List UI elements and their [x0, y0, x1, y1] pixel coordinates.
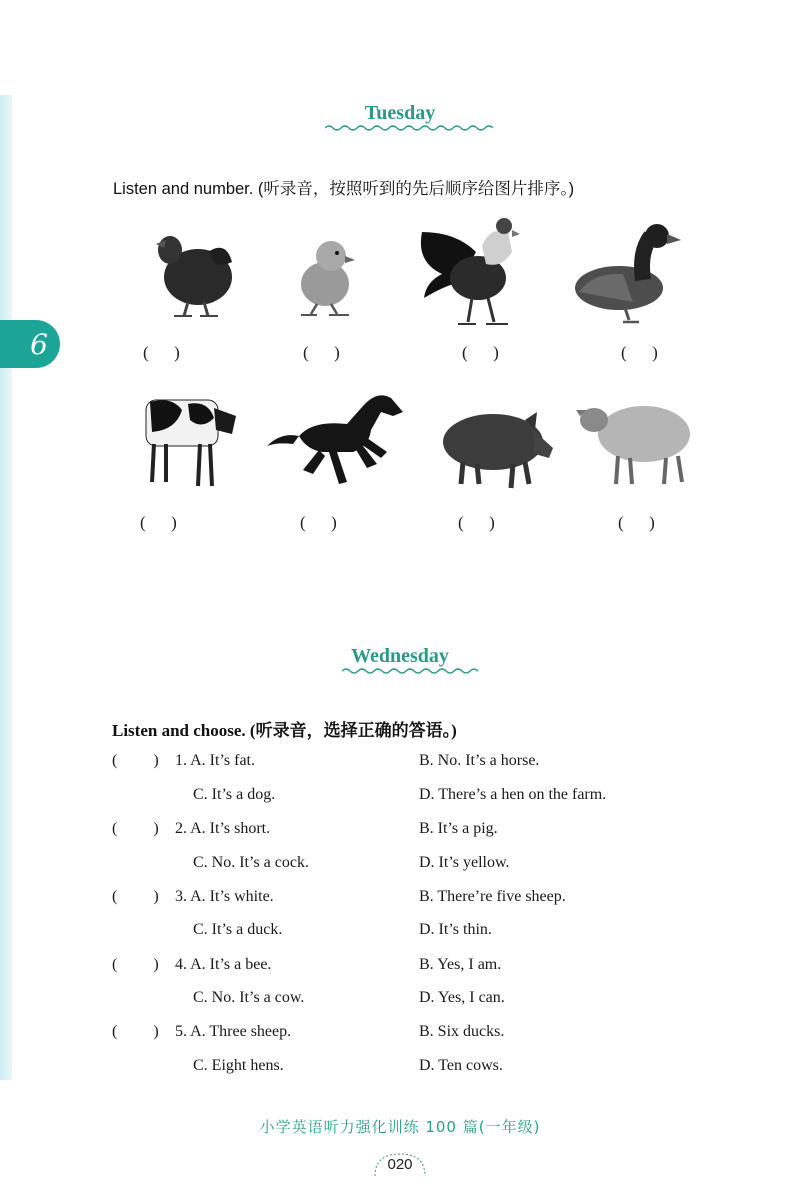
q2-option-c: C. No. It’s a cock. [193, 854, 309, 871]
q4-option-d: D. Yes, I can. [419, 989, 505, 1006]
horse-answer-blank[interactable]: ( ) [300, 513, 337, 532]
unit-number: 6 [30, 327, 48, 361]
tuesday-underline-wave [325, 124, 497, 132]
tuesday-title: Tuesday [364, 102, 436, 124]
q5-option-a: 5. A. Three sheep. [175, 1023, 292, 1040]
duck-picture [573, 222, 681, 326]
side-color-band [0, 95, 12, 1080]
pig-picture [441, 400, 557, 492]
q5-answer-blank[interactable]: ( ) [112, 1023, 159, 1040]
q3-option-c: C. It’s a duck. [193, 921, 283, 938]
page-number: 020 [387, 1156, 413, 1173]
cock-picture [416, 212, 520, 328]
q5-option-c: C. Eight hens. [193, 1057, 284, 1074]
q1-option-a: 1. A. It’s fat. [175, 752, 255, 769]
chick-answer-blank[interactable]: ( ) [303, 343, 340, 362]
q5-option-d: D. Ten cows. [419, 1057, 503, 1074]
q4-option-b: B. Yes, I am. [419, 956, 502, 973]
q1-option-d: D. There’s a hen on the farm. [419, 786, 607, 803]
wednesday-underline-wave [342, 667, 480, 675]
q5-option-b: B. Six ducks. [419, 1023, 505, 1040]
q4-answer-blank[interactable]: ( ) [112, 956, 159, 973]
cow-answer-blank[interactable]: ( ) [140, 513, 177, 532]
horse-picture [263, 386, 405, 494]
q1-option-b: B. No. It’s a horse. [419, 752, 540, 769]
q2-option-a: 2. A. It’s short. [175, 820, 271, 837]
q3-answer-blank[interactable]: ( ) [112, 888, 159, 905]
q4-option-c: C. No. It’s a cow. [193, 989, 305, 1006]
sheep-picture [574, 396, 694, 488]
q2-option-b: B. It’s a pig. [419, 820, 498, 837]
tuesday-instruction: Listen and number. (听录音，按照听到的先后顺序给图片排序。) [113, 180, 575, 198]
wednesday-instruction: Listen and choose. (听录音，选择正确的答语。) [112, 721, 457, 740]
sheep-answer-blank[interactable]: ( ) [618, 513, 655, 532]
q3-option-b: B. There’re five sheep. [419, 888, 566, 905]
hen-picture [148, 222, 234, 320]
cock-answer-blank[interactable]: ( ) [462, 343, 499, 362]
hen-answer-blank[interactable]: ( ) [143, 343, 180, 362]
q2-answer-blank[interactable]: ( ) [112, 820, 159, 837]
q2-option-d: D. It’s yellow. [419, 854, 510, 871]
duck-answer-blank[interactable]: ( ) [621, 343, 658, 362]
chick-picture [297, 236, 359, 318]
q4-option-a: 4. A. It’s a bee. [175, 956, 272, 973]
q1-option-c: C. It’s a dog. [193, 786, 276, 803]
q1-answer-blank[interactable]: ( ) [112, 752, 159, 769]
cow-picture [142, 390, 240, 492]
unit-tab [0, 320, 60, 368]
q3-option-d: D. It’s thin. [419, 921, 492, 938]
pig-answer-blank[interactable]: ( ) [458, 513, 495, 532]
q3-option-a: 3. A. It’s white. [175, 888, 274, 905]
book-title: 小学英语听力强化训练 100 篇(一年级) [259, 1118, 541, 1136]
wednesday-title: Wednesday [351, 645, 449, 667]
